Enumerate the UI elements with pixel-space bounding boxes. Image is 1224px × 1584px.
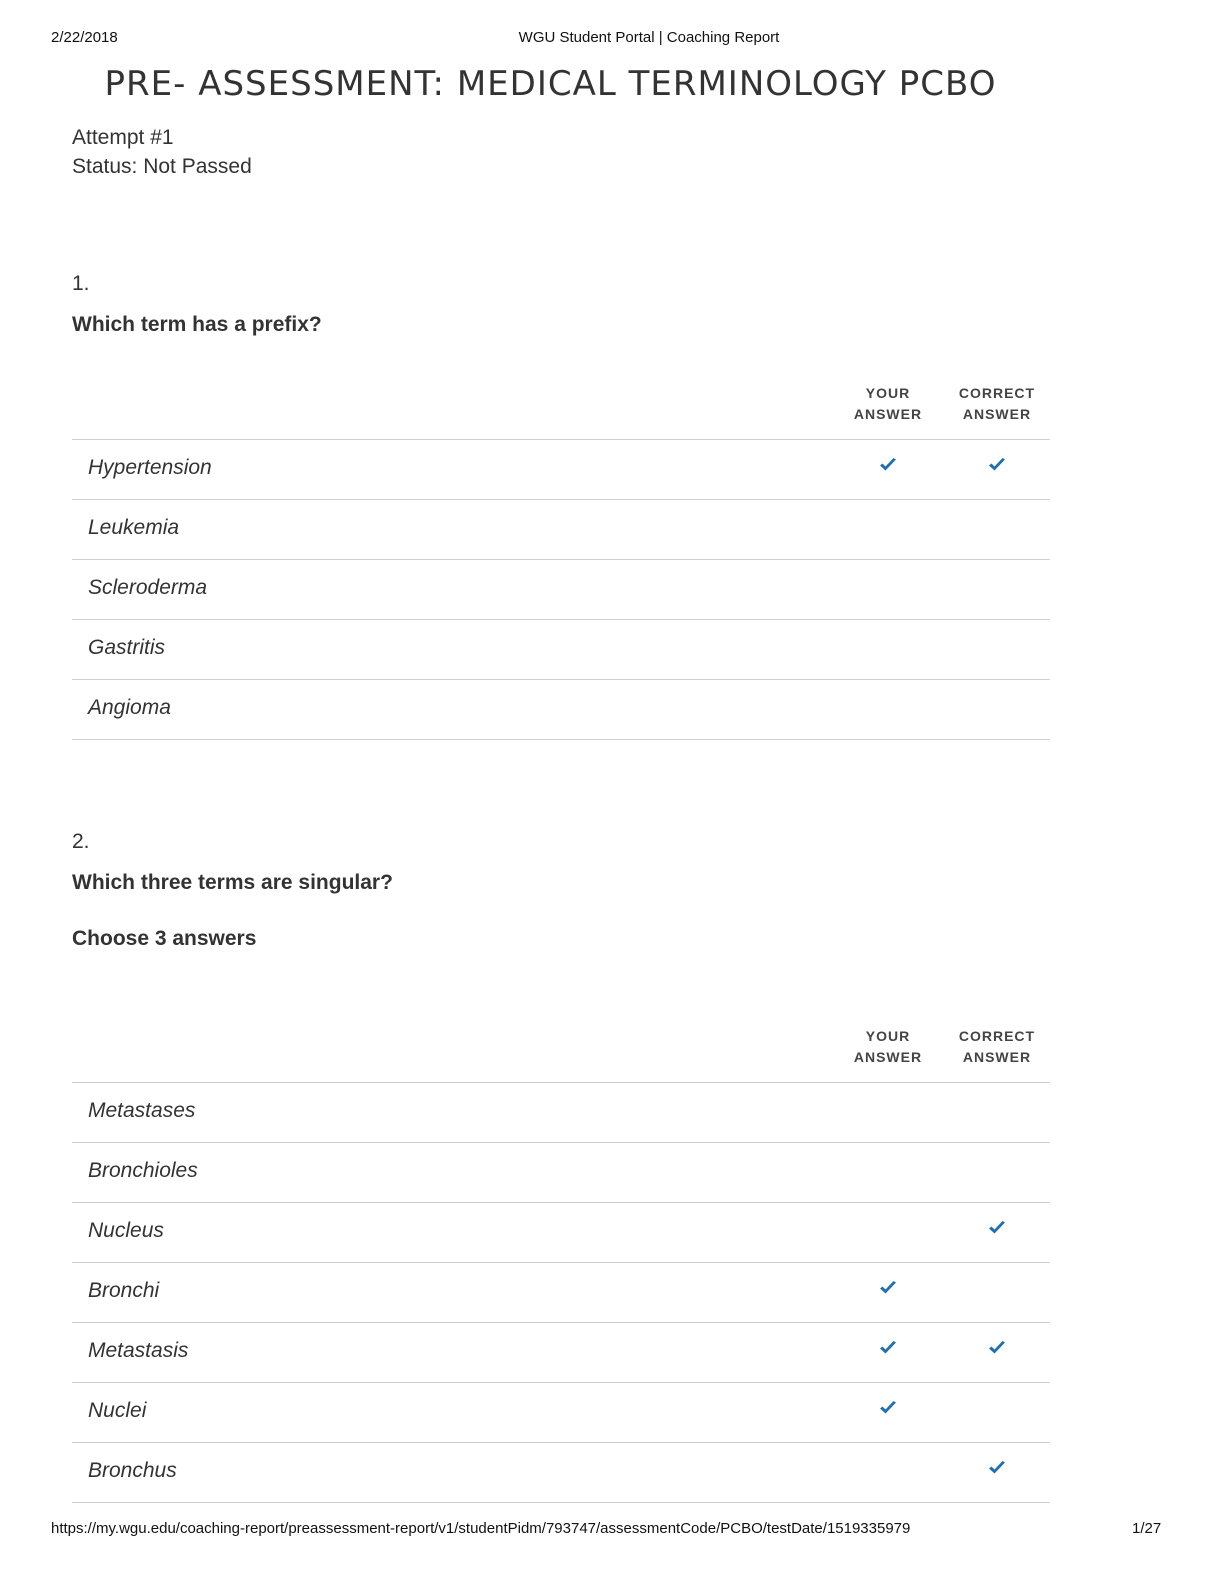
your-answer-header: YOUR ANSWER: [853, 1028, 923, 1065]
attempt-number: Attempt #1: [72, 126, 174, 149]
correct-answer-header: CORRECT ANSWER: [958, 1028, 1036, 1065]
answer-row: [72, 620, 1050, 680]
answer-row: [72, 1323, 1050, 1383]
answer-row: [72, 500, 1050, 560]
correct-answer-header: CORRECT ANSWER: [958, 385, 1036, 422]
attempt-status: Status: Not Passed: [72, 155, 252, 178]
correct-answer-check-icon: [987, 1460, 1007, 1476]
answer-option-label: Bronchioles: [88, 1159, 198, 1182]
question-instruction: Choose 3 answers: [72, 927, 257, 950]
answer-option-label: Nucleus: [88, 1219, 164, 1242]
question-text: Which three terms are singular?: [72, 871, 393, 894]
your-answer-header: YOUR ANSWER: [853, 385, 923, 422]
print-header: [0, 29, 1224, 49]
answer-option-label: Scleroderma: [88, 576, 208, 599]
answer-option-label: Bronchus: [88, 1459, 177, 1482]
question-text: Which term has a prefix?: [72, 313, 322, 336]
your-answer-check-icon: [878, 1280, 898, 1296]
question-number: 2.: [72, 830, 90, 853]
your-answer-check-icon: [878, 1340, 898, 1356]
answer-row: [72, 1263, 1050, 1323]
correct-answer-check-icon: [987, 457, 1007, 473]
answer-option-label: Bronchi: [88, 1279, 160, 1302]
print-page-number: 1/27: [1132, 1520, 1162, 1537]
print-date: 2/22/2018: [51, 29, 118, 46]
answer-option-label: Angioma: [88, 696, 171, 719]
correct-answer-check-icon: [987, 1220, 1007, 1236]
answer-row: [72, 440, 1050, 500]
print-url: https://my.wgu.edu/coaching-report/preassessment-report/v1/studentPidm/793747/assessmentCode/PCBO/testDate/1519335979: [51, 1520, 911, 1537]
answer-option-label: Hypertension: [88, 456, 212, 479]
question-number: 1.: [72, 272, 90, 295]
answer-option-label: Metastasis: [88, 1339, 189, 1362]
answer-option-label: Gastritis: [88, 636, 166, 659]
answer-option-label: Nuclei: [88, 1399, 147, 1422]
print-page-title: WGU Student Portal | Coaching Report: [518, 29, 780, 46]
answer-row: [72, 1203, 1050, 1263]
your-answer-check-icon: [878, 457, 898, 473]
answer-option-label: Leukemia: [88, 516, 180, 539]
answer-row: [72, 560, 1050, 620]
answer-row: [72, 1443, 1050, 1503]
answer-rows: [72, 1082, 1050, 1503]
answer-row: [72, 1383, 1050, 1443]
page-title: PRE- ASSESSMENT: MEDICAL TERMINOLOGY PCBO: [104, 64, 997, 104]
answer-row: [72, 1083, 1050, 1143]
answer-row: [72, 680, 1050, 740]
answer-option-label: Metastases: [88, 1099, 196, 1122]
correct-answer-check-icon: [987, 1340, 1007, 1356]
answer-row: [72, 1143, 1050, 1203]
answer-rows: [72, 439, 1050, 740]
print-footer: [0, 1520, 1224, 1540]
your-answer-check-icon: [878, 1400, 898, 1416]
